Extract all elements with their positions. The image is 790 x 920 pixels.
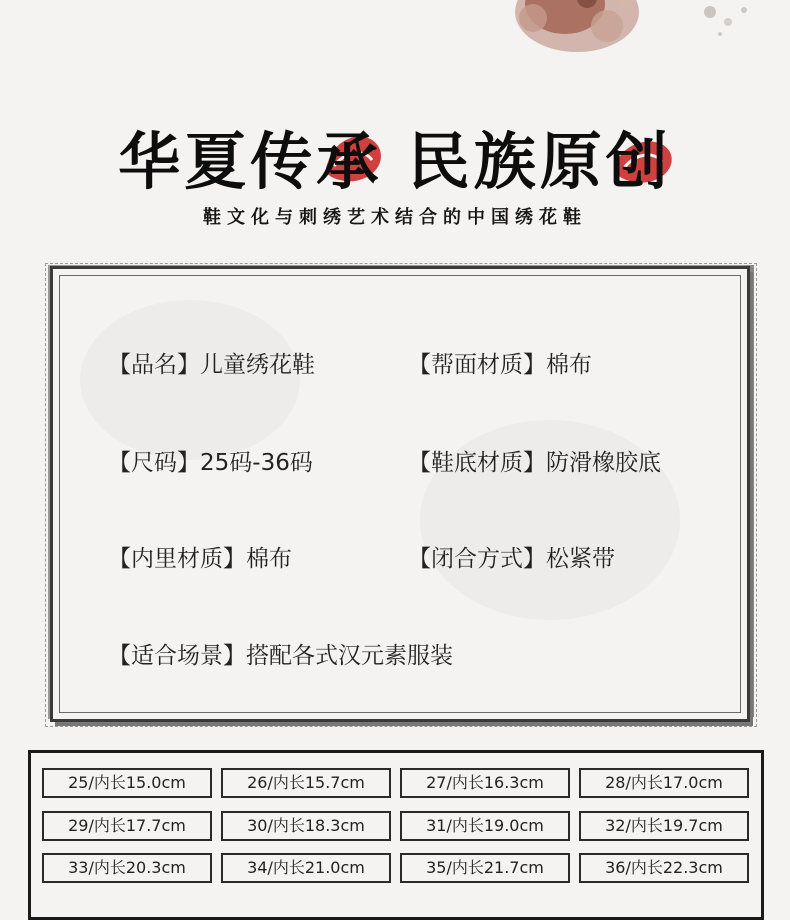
info-label: 【鞋底材质】 (408, 450, 546, 476)
size-cell: 26/内长15.7cm (221, 768, 391, 798)
info-value: 儿童绣花鞋 (200, 352, 315, 378)
info-upper-material (408, 346, 592, 379)
page-title: 华夏传承 民族原创 (118, 125, 672, 198)
size-cell: 33/内长20.3cm (42, 853, 212, 883)
info-value: 搭配各式汉元素服装 (246, 643, 453, 669)
size-cell: 30/内长18.3cm (221, 811, 391, 841)
info-product-name (108, 346, 315, 379)
info-value: 棉布 (246, 546, 292, 572)
size-cell: 35/内长21.7cm (400, 853, 570, 883)
size-cell: 28/内长17.0cm (579, 768, 749, 798)
info-label: 【闭合方式】 (408, 546, 546, 572)
ink-splash-decoration (690, 0, 760, 40)
info-value: 25码-36码 (200, 450, 313, 476)
info-lining-material (108, 540, 292, 573)
info-label: 【帮面材质】 (408, 352, 546, 378)
info-label: 【品名】 (108, 352, 200, 378)
ink-blot-decoration (495, 0, 655, 60)
size-cell: 27/内长16.3cm (400, 768, 570, 798)
page-subtitle: 鞋文化与刺绣艺术结合的中国绣花鞋 (203, 207, 587, 228)
size-cell: 31/内长19.0cm (400, 811, 570, 841)
info-value: 松紧带 (546, 546, 615, 572)
info-label: 【尺码】 (108, 450, 200, 476)
size-cell: 25/内长15.0cm (42, 768, 212, 798)
info-label: 【适合场景】 (108, 643, 246, 669)
info-value: 防滑橡胶底 (546, 450, 661, 476)
size-cell: 32/内长19.7cm (579, 811, 749, 841)
size-cell: 36/内长22.3cm (579, 853, 749, 883)
info-occasion (108, 637, 453, 670)
info-sole-material (408, 444, 661, 477)
info-value: 棉布 (546, 352, 592, 378)
info-label: 【内里材质】 (108, 546, 246, 572)
info-size-range (108, 444, 313, 477)
info-closure-type (408, 540, 615, 573)
size-cell: 34/内长21.0cm (221, 853, 391, 883)
size-cell: 29/内长17.7cm (42, 811, 212, 841)
